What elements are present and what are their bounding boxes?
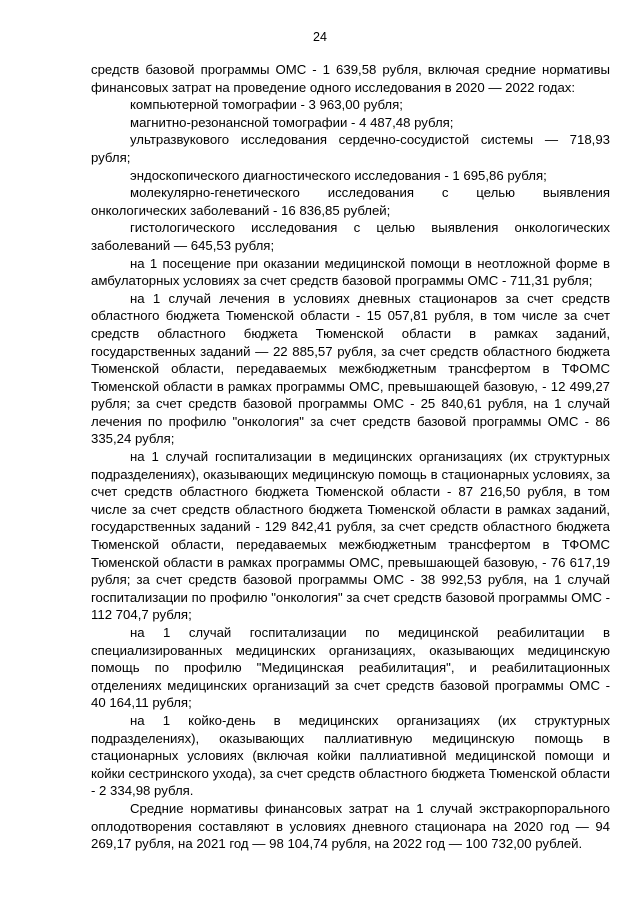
page-number: 24 [313,30,327,44]
paragraph-rehabilitation-norm: на 1 случай госпитализации по медицинской реабилитации в специализированных медицинских организациях, оказывающих медицинскую помощь по профилю "Медицинская реабилитация", и реабилитационных отделениях медицинских организаций за счет средств базовой программы ОМС - 40 164,11 рубля; [91,625,610,711]
paragraph-day-hospital-norm: на 1 случай лечения в условиях дневных стационаров за счет средств областного бюджета Тюменской области - 15 057,81 рубля, в том числе за счет средств областного бюджета Тюменской области в рамках заданий, государственных заданий — 22 885,57 рубля, за счет средств областного бюджета Тюменской области, передаваемых межбюджетным трансфертом в ТФОМС Тюменской области в рамках программы ОМС, превышающей базовую, - 12 499,27 рубля; за счет средств базовой программы ОМС - 25 840,61 рубля, на 1 случай лечения по профилю "онкология" за счет средств базовой программы ОМС - 86 335,24 рубля; [91,290,610,447]
paragraph-hospitalization-norm: на 1 случай госпитализации в медицинских организациях (их структурных подразделениях), оказывающих медицинскую помощь в стационарных условиях, за счет средств областного бюджета Тюменской области - 87 216,50 рубля, в том числе за счет средств областного бюджета Тюменской области в рамках заданий, государственных заданий - 129 842,41 рубля, за счет средств областного бюджета Тюменской области, передаваемых межбюджетным трансфертом в ТФОМС Тюменской области в рамках программы ОМС, превышающей базовую, - 76 617,19 рубля; за счет средств базовой программы ОМС - 38 992,53 рубля, на 1 случай госпитализации по профилю "онкология" за счет средств базовой программы ОМС - 112 704,7 рубля; [91,449,610,623]
paragraph-endoscopy-norm: эндоскопического диагностического исследования - 1 695,86 рубля; [130,167,547,183]
paragraph-molecular-genetic-norm: молекулярно-генетического исследования с целью выявления онкологических заболеваний - 16 836,85 рублей; [91,185,610,218]
document-body [91,61,610,853]
paragraph-histology-norm: гистологического исследования с целью выявления онкологических заболеваний — 645,53 рубля; [91,220,610,253]
paragraph-continuation: средств базовой программы ОМС - 1 639,58 рубля, включая средние нормативы финансовых затрат на проведение одного исследования в 2020 — 2022 годах: [91,62,610,95]
paragraph-mri-norm: магнитно-резонансной томографии - 4 487,48 рубля; [130,114,454,130]
paragraph-urgent-visit-norm: на 1 посещение при оказании медицинской помощи в неотложной форме в амбулаторных условиях за счет средств базовой программы ОМС - 711,31 рубля; [91,255,610,289]
paragraph-ct-norm: компьютерной томографии - 3 963,00 рубля; [130,97,403,113]
paragraph-palliative-bed-day-norm: на 1 койко-день в медицинских организациях (их структурных подразделениях), оказывающих паллиативную медицинскую помощь в стационарных условиях (включая койки паллиативной медицинской помощи и койки сестринского ухода), за счет средств областного бюджета Тюменской области - 2 334,98 рубля. [91,712,610,799]
paragraph-ultrasound-norm: ультразвукового исследования сердечно-сосудистой системы — 718,93 рубля; [91,132,610,165]
paragraph-ivf-norm: Средние нормативы финансовых затрат на 1 случай экстракорпорального оплодотворения составляют в условиях дневного стационара на 2020 год — 94 269,17 рубля, на 2021 год — 98 104,74 рубля, на 2022 год — 100 732,00 рублей. [91,800,610,852]
